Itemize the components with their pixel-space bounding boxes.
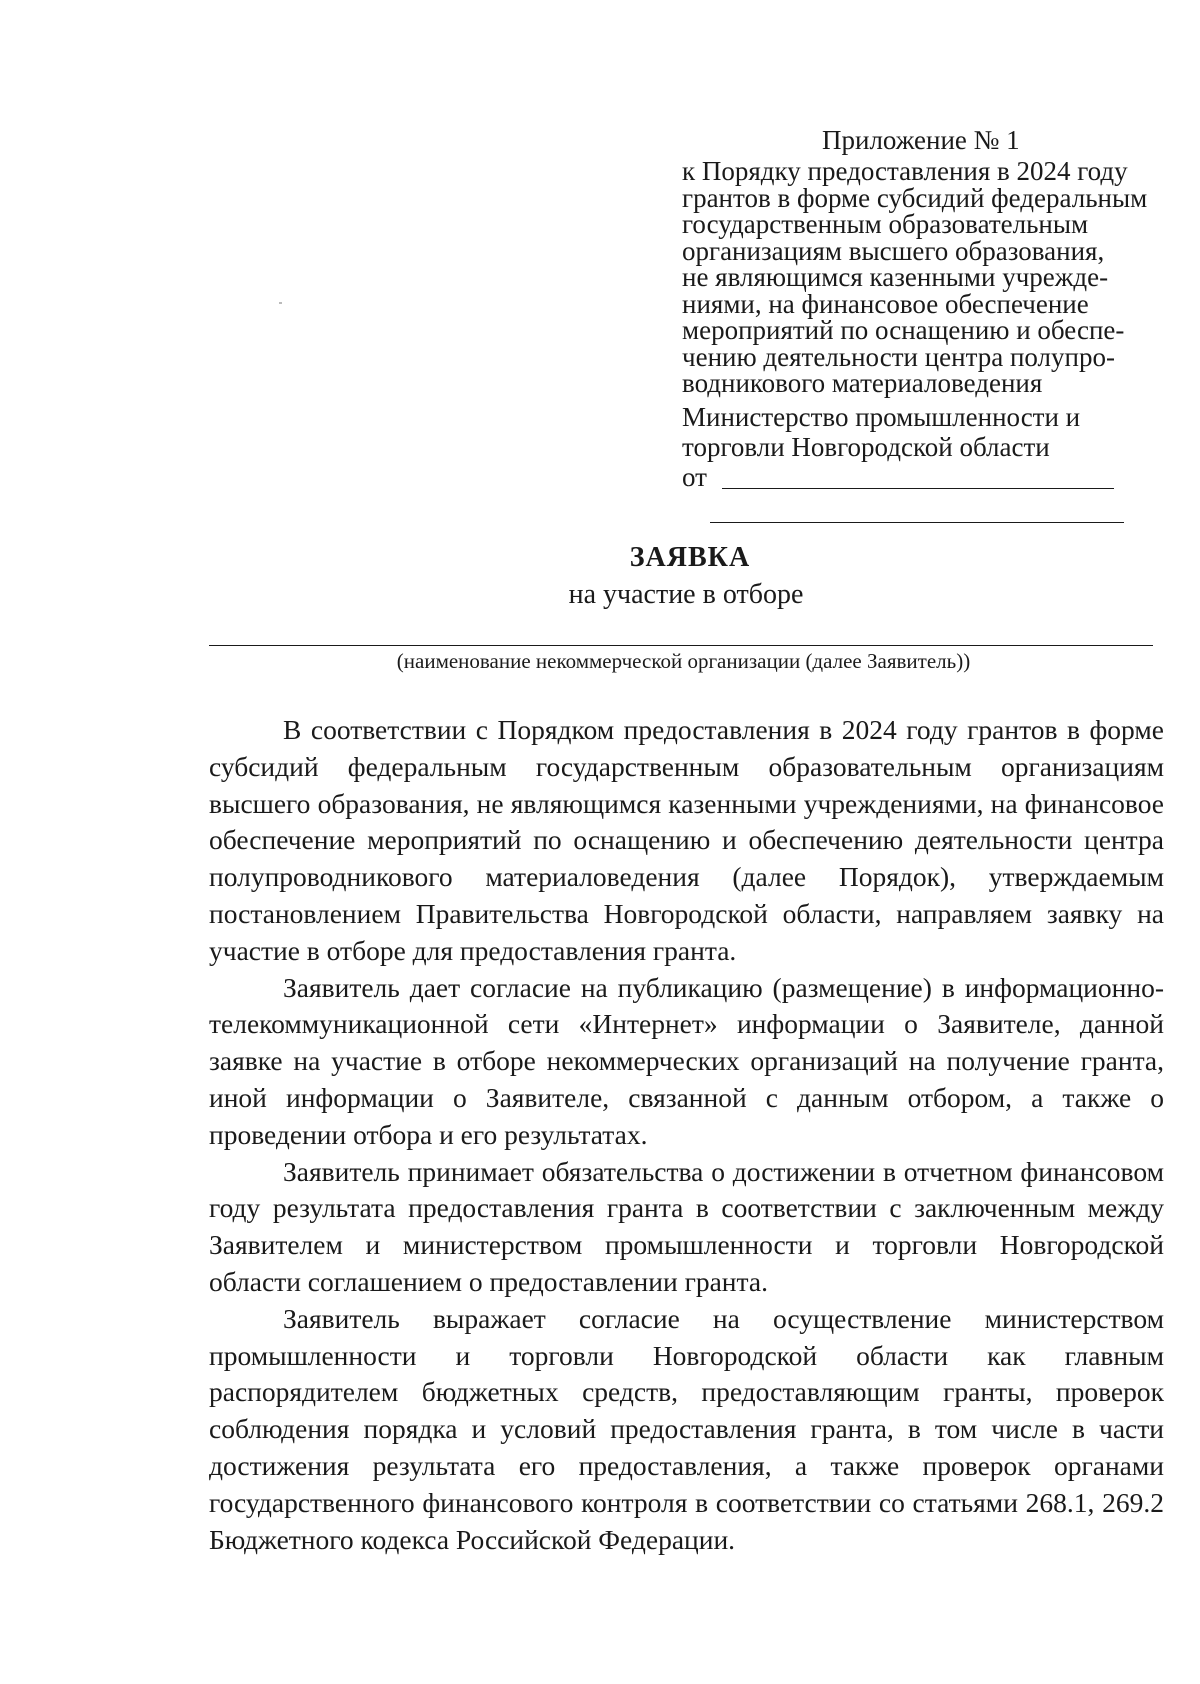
appendix-reference <box>682 158 1162 397</box>
appendix-line: ниями, на финансовое обеспечение <box>682 288 1089 319</box>
body-paragraph: Заявитель выражает согласие на осуществление министерством промышленности и торговли Новгородской области как главным распорядителем бюджетных средств, предоставляющим гранты, проверок соблюдения порядка и условий предоставления гранта, в том числе в части достижения результата его предоставления, а также проверок органами государственного финансового контроля в соответствии со статьями 268.1, 269.2 Бюджетного кодекса Российской Федерации. <box>209 1302 1164 1555</box>
appendix-line: организациям высшего образования, <box>682 235 1105 266</box>
appendix-line: грантов в форме субсидий федеральным <box>682 182 1148 213</box>
appendix-title: Приложение № 1 <box>822 125 1020 155</box>
body-paragraph: Заявитель принимает обязательства о достижении в отчетном финансовом году результата предоставления гранта в соответствии с заключенным между Заявителем и министерством промышленности и торговли Новгородской области соглашением о предоставлении гранта. <box>209 1155 1164 1297</box>
organization-name-caption: (наименование некоммерческой организации (далее Заявитель)) <box>396 649 971 673</box>
recipient-block <box>682 402 1080 462</box>
body-paragraph: Заявитель дает согласие на публикацию (размещение) в информационно-телекоммуникационной сети «Интернет» информации о Заявителе, данной заявке на участие в отборе некоммерческих организаций на получение гранта, иной информации о Заявителе, связанной с данным отбором, а также о проведении отбора и его результатах. <box>209 971 1164 1150</box>
recipient-line: Министерство промышленности и <box>682 402 1081 432</box>
appendix-line: к Порядку предоставления в 2024 году <box>682 156 1128 186</box>
appendix-line: чению деятельности центра полупро- <box>682 341 1115 372</box>
from-fill-line <box>722 488 1114 489</box>
appendix-line: государственным образовательным <box>682 209 1089 239</box>
application-body <box>209 712 1164 1558</box>
appendix-line: мероприятий по оснащению и обеспе- <box>682 315 1125 345</box>
body-paragraph: В соответствии с Порядком предоставления в 2024 году грантов в форме субсидий федеральным государственным образовательным организациям высшего образования, не являющимся казенными учреждениями, на финансовое обеспечение мероприятий по оснащению и обеспечению деятельности центра полупроводникового материаловедения (далее Порядок), утверждаемым постановлением Правительства Новгородской области, направляем заявку на участие в отборе для предоставления гранта. <box>209 714 1164 966</box>
document-subtitle: на участие в отборе <box>568 579 804 610</box>
scan-speck <box>279 302 282 304</box>
from-fill-line-second <box>710 522 1124 523</box>
recipient-line: торговли Новгородской области <box>682 432 1050 462</box>
appendix-line: не являющимся казенными учрежде- <box>682 262 1109 292</box>
appendix-line: водникового материаловедения <box>682 368 1043 398</box>
document-title: ЗАЯВКА <box>629 542 751 573</box>
from-label: от <box>682 462 707 492</box>
organization-name-line <box>209 645 1153 646</box>
